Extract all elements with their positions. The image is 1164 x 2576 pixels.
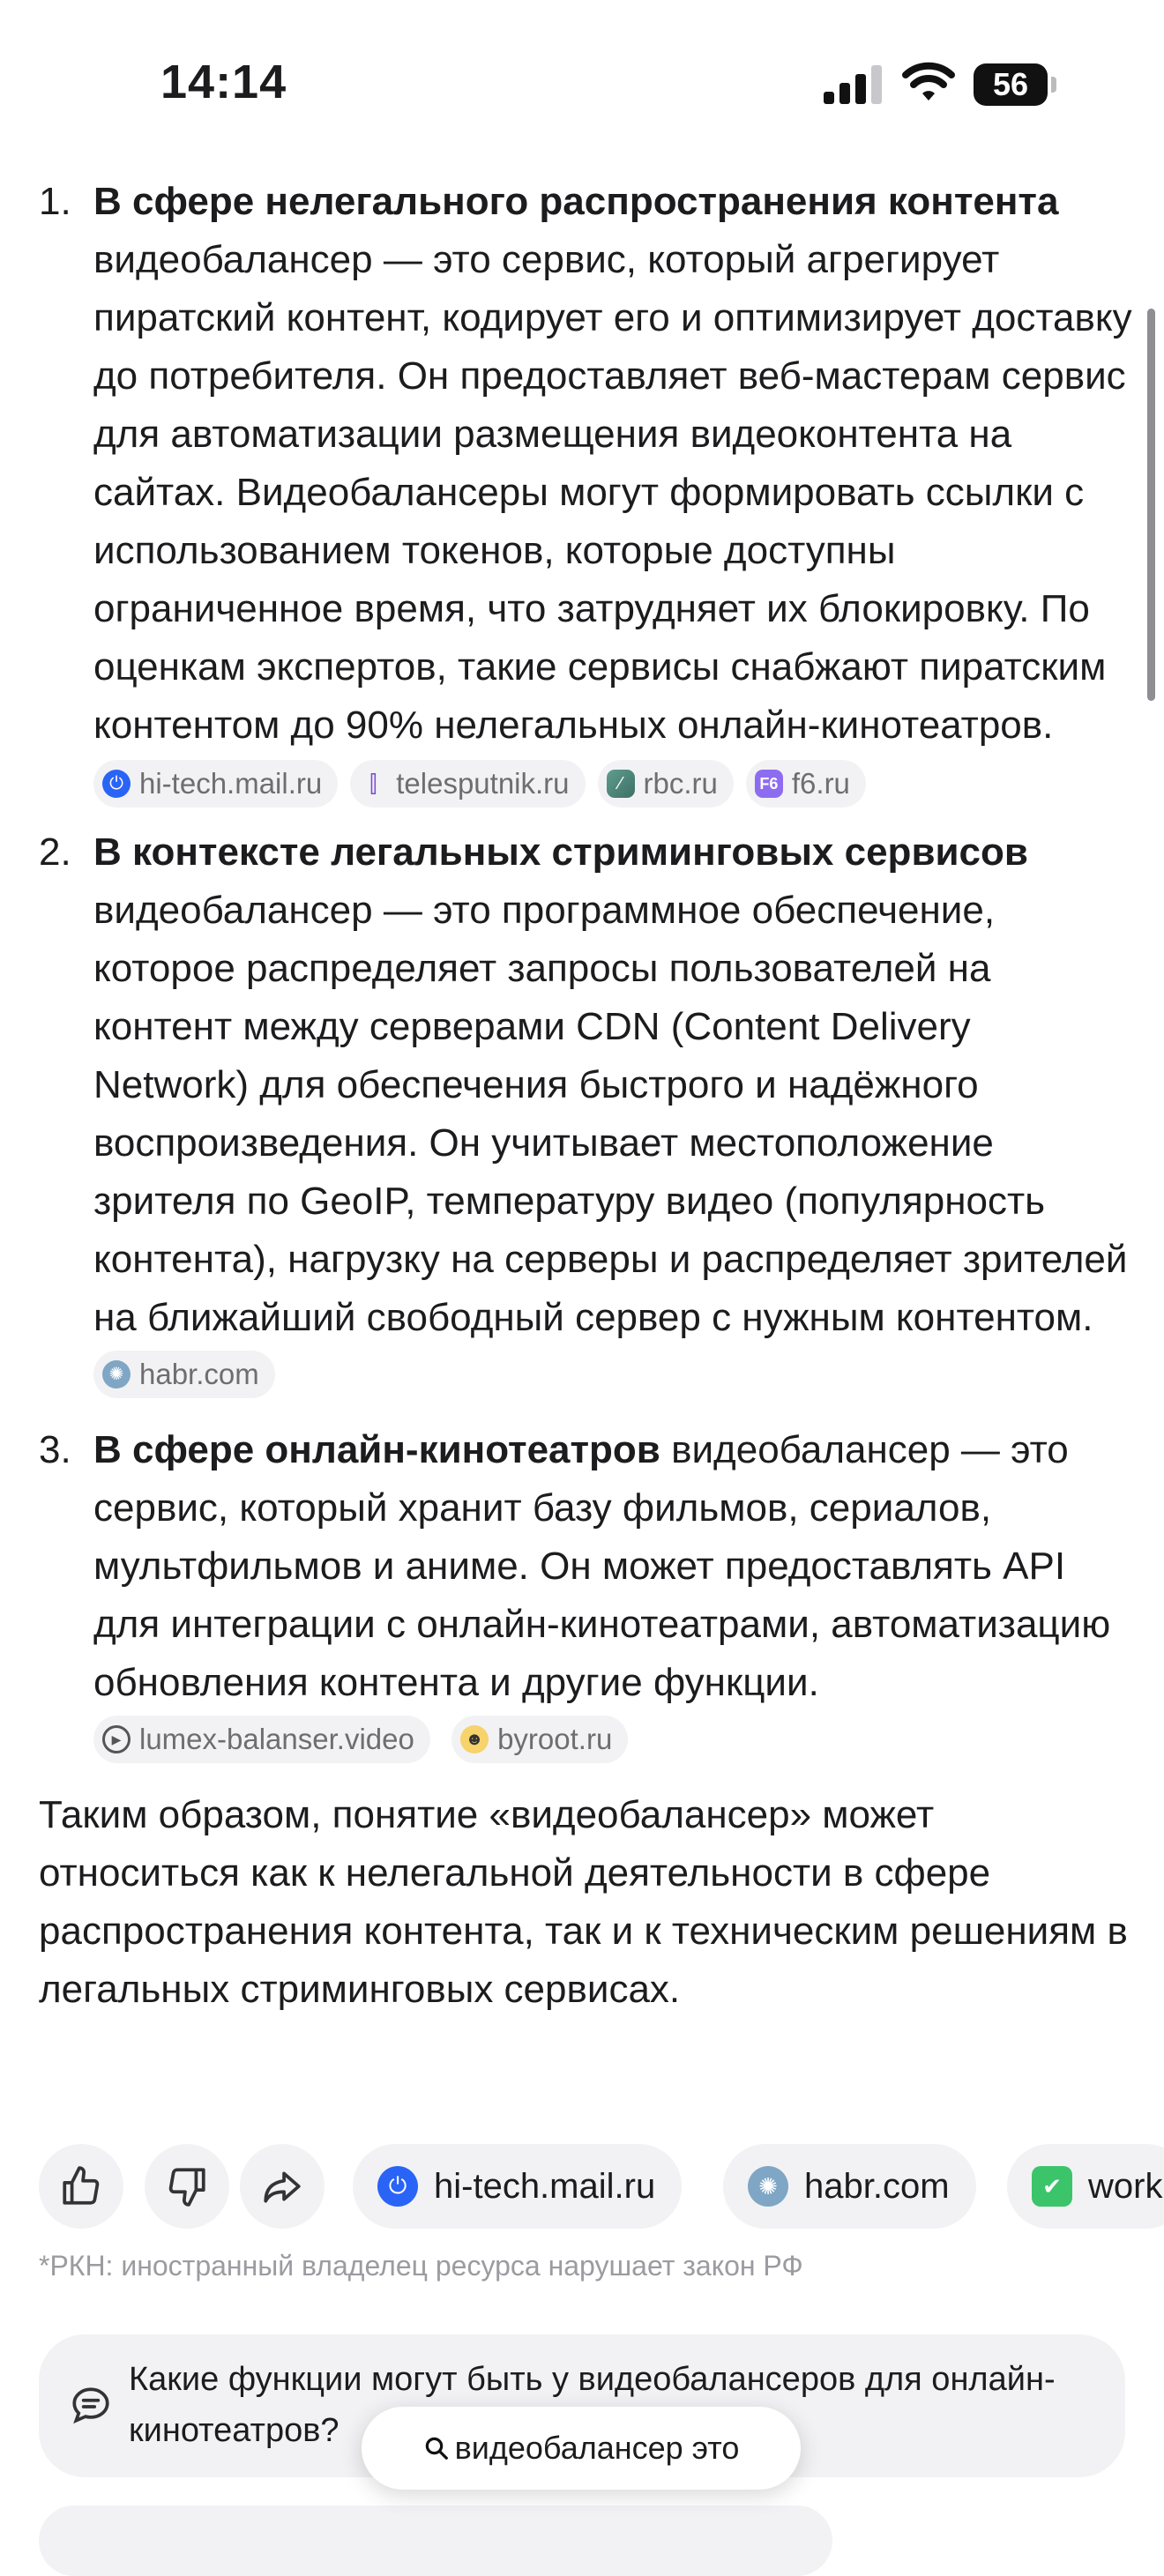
mail-logo-icon: ⏻ — [102, 770, 131, 798]
item-text: видеобалансер — это сервис, который агрегирует пиратский контент, кодирует его и оптимизирует доставку до потребителя. Он предоставляет веб-мастерам сервис для автоматизации размещения видеоконтента на сайтах. Видеобалансеры могут формировать ссылки с использованием токенов, которые доступны ограниченное время, что затрудняет их блокировку. По оценкам экспертов, такие сервисы снабжают пиратским контентом до 90% нелегальных онлайн-кинотеатров. — [93, 238, 1132, 747]
source-chip-telesputnik[interactable]: ⫿ telesputnik.ru — [350, 760, 585, 808]
checkmark-icon: ✔ — [1032, 2166, 1072, 2207]
telesputnik-logo-icon: ⫿ — [369, 771, 377, 797]
status-bar — [0, 0, 1164, 168]
play-circle-icon: ▶ — [102, 1725, 131, 1753]
list-item — [39, 173, 1132, 808]
rkn-disclaimer: *РКН: иностранный владелец ресурса нарушает закон РФ — [39, 2250, 803, 2282]
source-chip-hi-tech[interactable]: ⏻ hi-tech.mail.ru — [93, 760, 338, 808]
thumbs-down-icon — [165, 2164, 209, 2208]
scrollbar[interactable] — [1147, 309, 1155, 701]
suggestion-text: Какие функции могут быть у видеобалансеров для онлайн-кинотеатров? — [129, 2361, 1056, 2449]
byroot-logo-icon: ☻ — [460, 1725, 489, 1753]
source-chip-lumex[interactable]: ▶ lumex-balanser.video — [93, 1716, 430, 1763]
dislike-button[interactable] — [145, 2144, 229, 2229]
mail-logo-icon: ⏻ — [377, 2166, 418, 2207]
battery-indicator: 56 — [974, 63, 1048, 106]
item-text: видеобалансер — это сервис, который хранит базу фильмов, сериалов, мультфильмов и аниме. Он может предоставлять API для интеграции с онлайн-кинотеатрами, автоматизацию обновления контента и другие функции. — [93, 1428, 1111, 1704]
share-button[interactable] — [240, 2144, 325, 2229]
rbc-logo-icon: ⁄ — [607, 770, 635, 798]
answer-content — [39, 173, 1132, 2019]
source-chip-f6[interactable]: F6 f6.ru — [746, 760, 866, 808]
source-chip-byroot[interactable]: ☻ byroot.ru — [451, 1716, 628, 1763]
f6-logo-icon: F6 — [755, 770, 783, 798]
cellular-signal-icon — [824, 65, 884, 104]
chat-bubble-icon — [69, 2384, 113, 2428]
like-button[interactable] — [39, 2144, 123, 2229]
source-button-habr[interactable]: ✺ habr.com — [723, 2144, 976, 2229]
source-button-hi-tech[interactable]: ⏻ hi-tech.mail.ru — [353, 2144, 682, 2229]
item-heading: В контексте легальных стриминговых сервисов — [93, 830, 1028, 874]
source-button-work[interactable]: ✔ work — [1007, 2144, 1164, 2229]
list-number: 2. — [39, 830, 71, 874]
search-query-text: видеобалансер это — [454, 2430, 740, 2466]
status-time: 14:14 — [160, 56, 287, 108]
list-number: 3. — [39, 1428, 71, 1471]
list-number: 1. — [39, 180, 71, 223]
suggestion-card-2[interactable] — [39, 2505, 832, 2576]
source-chip-habr[interactable]: ✺ habr.com — [93, 1351, 275, 1398]
list-item — [39, 1421, 1132, 1770]
search-query-pill[interactable] — [362, 2407, 801, 2490]
item-heading: В сфере нелегального распространения контента — [93, 180, 1059, 223]
item-heading: В сфере онлайн-кинотеатров — [93, 1428, 660, 1471]
item-text: видеобалансер — это программное обеспечение, которое распределяет запросы пользователей на контент между серверами CDN (Content Delivery Network) для обеспечения быстрого и надёжного воспроизведения. Он учитывает местоположение зрителя по GeoIP, температуру видео (популярность контента), нагрузку на серверы и распределяет зрителей на ближайший свободный сервер с нужным контентом. — [93, 889, 1128, 1339]
action-bar — [39, 2144, 1164, 2232]
source-chips — [93, 760, 1132, 808]
habr-logo-icon: ✺ — [102, 1360, 131, 1389]
list-item — [39, 823, 1132, 1405]
search-icon — [423, 2435, 450, 2461]
share-arrow-icon — [260, 2164, 304, 2208]
summary-text: Таким образом, понятие «видеобалансер» может относиться как к нелегальной деятельности в сфере распространения контента, так и к техническим решениям в легальных стриминговых сервисах. — [39, 1793, 1128, 2011]
source-chip-rbc[interactable]: ⁄ rbc.ru — [598, 760, 734, 808]
wifi-icon — [901, 60, 956, 104]
habr-logo-icon: ✺ — [748, 2166, 788, 2207]
thumbs-up-icon — [59, 2164, 103, 2208]
